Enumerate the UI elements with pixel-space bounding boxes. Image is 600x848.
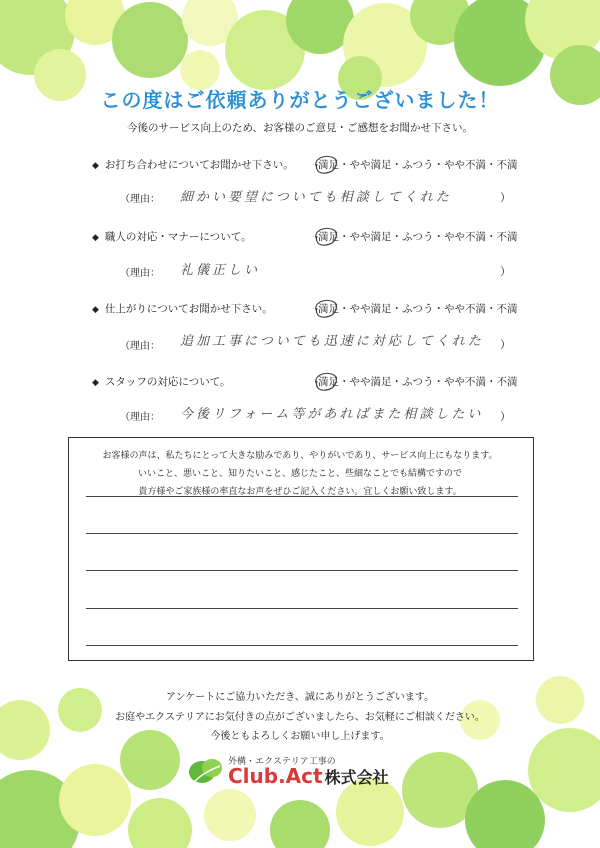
rating-scale-3-text: 満足・やや満足・ふつう・やや不満・不満: [318, 303, 518, 315]
page-title: この度はご依頼ありがとうございました！: [100, 88, 500, 112]
question-4: [92, 374, 231, 389]
reason-3-handwriting[interactable]: 追加工事についても迅速に対応してくれた: [180, 334, 484, 349]
logo-company: 株式会社: [324, 768, 389, 787]
rating-scale-1[interactable]: [318, 157, 518, 172]
footer-line-2: お庭やエクステリアにお気付きの点がございましたら、お気軽にご相談ください。: [115, 712, 485, 723]
question-2: [92, 229, 252, 244]
logo-brand: Club.Act: [228, 764, 323, 788]
leaf-logo-icon: [188, 756, 224, 786]
question-3-label: 仕上がりについてお聞かせ下さい。: [104, 303, 273, 315]
rating-scale-4-text: 満足・やや満足・ふつう・やや不満・不満: [318, 376, 518, 388]
logo-tagline: 外構・エクステリア工事の: [228, 757, 336, 767]
comment-intro-line-3: 貴方様やご家族様の率直なお声をぜひご記入ください。宜しくお願い致します。: [138, 487, 462, 497]
comment-rule: [86, 645, 518, 646]
reason-close-3: ）: [500, 338, 511, 351]
logo-brand-line: [228, 764, 389, 788]
question-1-label: お打ち合わせについてお聞かせ下さい。: [104, 159, 294, 171]
diamond-icon: ◆: [92, 305, 99, 315]
diamond-icon: ◆: [92, 378, 99, 388]
reason-1-handwriting[interactable]: 細かい要望についても相談してくれた: [180, 190, 452, 205]
page-subtitle: 今後のサービス向上のため、お客様のご意見・ご感想をお聞かせ下さい。: [126, 122, 474, 134]
question-4-label: スタッフの対応について。: [104, 376, 231, 388]
reason-label-3: （理由：: [120, 341, 160, 352]
comment-rule: [86, 608, 518, 609]
reason-label-4: （理由：: [120, 412, 160, 423]
rating-scale-1-text: 満足・やや満足・ふつう・やや不満・不満: [318, 159, 518, 171]
question-1: [92, 157, 294, 172]
comment-rule: [86, 570, 518, 571]
rating-scale-3[interactable]: [318, 301, 518, 316]
comment-intro-line-1: お客様の声は、私たちにとって大きな励みであり、やりがいであり、サービス向上にもなります。: [102, 451, 498, 461]
reason-close-1: ）: [500, 191, 511, 204]
footer-line-3: 今後ともよろしくお願い申し上げます。: [210, 731, 390, 742]
rating-scale-2[interactable]: [318, 229, 518, 244]
rating-scale-2-text: 満足・やや満足・ふつう・やや不満・不満: [318, 231, 518, 243]
footer-line-1: アンケートにご協力いただき、誠にありがとうございます。: [165, 692, 435, 703]
comment-rule: [86, 533, 518, 534]
company-logo: [188, 752, 418, 792]
diamond-icon: ◆: [92, 161, 99, 171]
comment-rule: [86, 496, 518, 497]
question-3: [92, 301, 273, 316]
reason-2-handwriting[interactable]: 礼儀正しい: [180, 263, 261, 278]
diamond-icon: ◆: [92, 233, 99, 243]
rating-scale-4[interactable]: [318, 374, 518, 389]
comment-intro-line-2: いいこと、悪いこと、知りたいこと、感じたこと、些細なことでも結構ですので: [137, 469, 462, 479]
reason-4-handwriting[interactable]: 今後リフォーム等があればまた相談したい: [180, 407, 484, 422]
reason-close-4: ）: [500, 410, 511, 423]
reason-label-1: （理由：: [120, 194, 160, 205]
reason-close-2: ）: [500, 265, 511, 278]
question-2-label: 職人の対応・マナーについて。: [104, 231, 252, 243]
reason-label-2: （理由：: [120, 268, 160, 279]
